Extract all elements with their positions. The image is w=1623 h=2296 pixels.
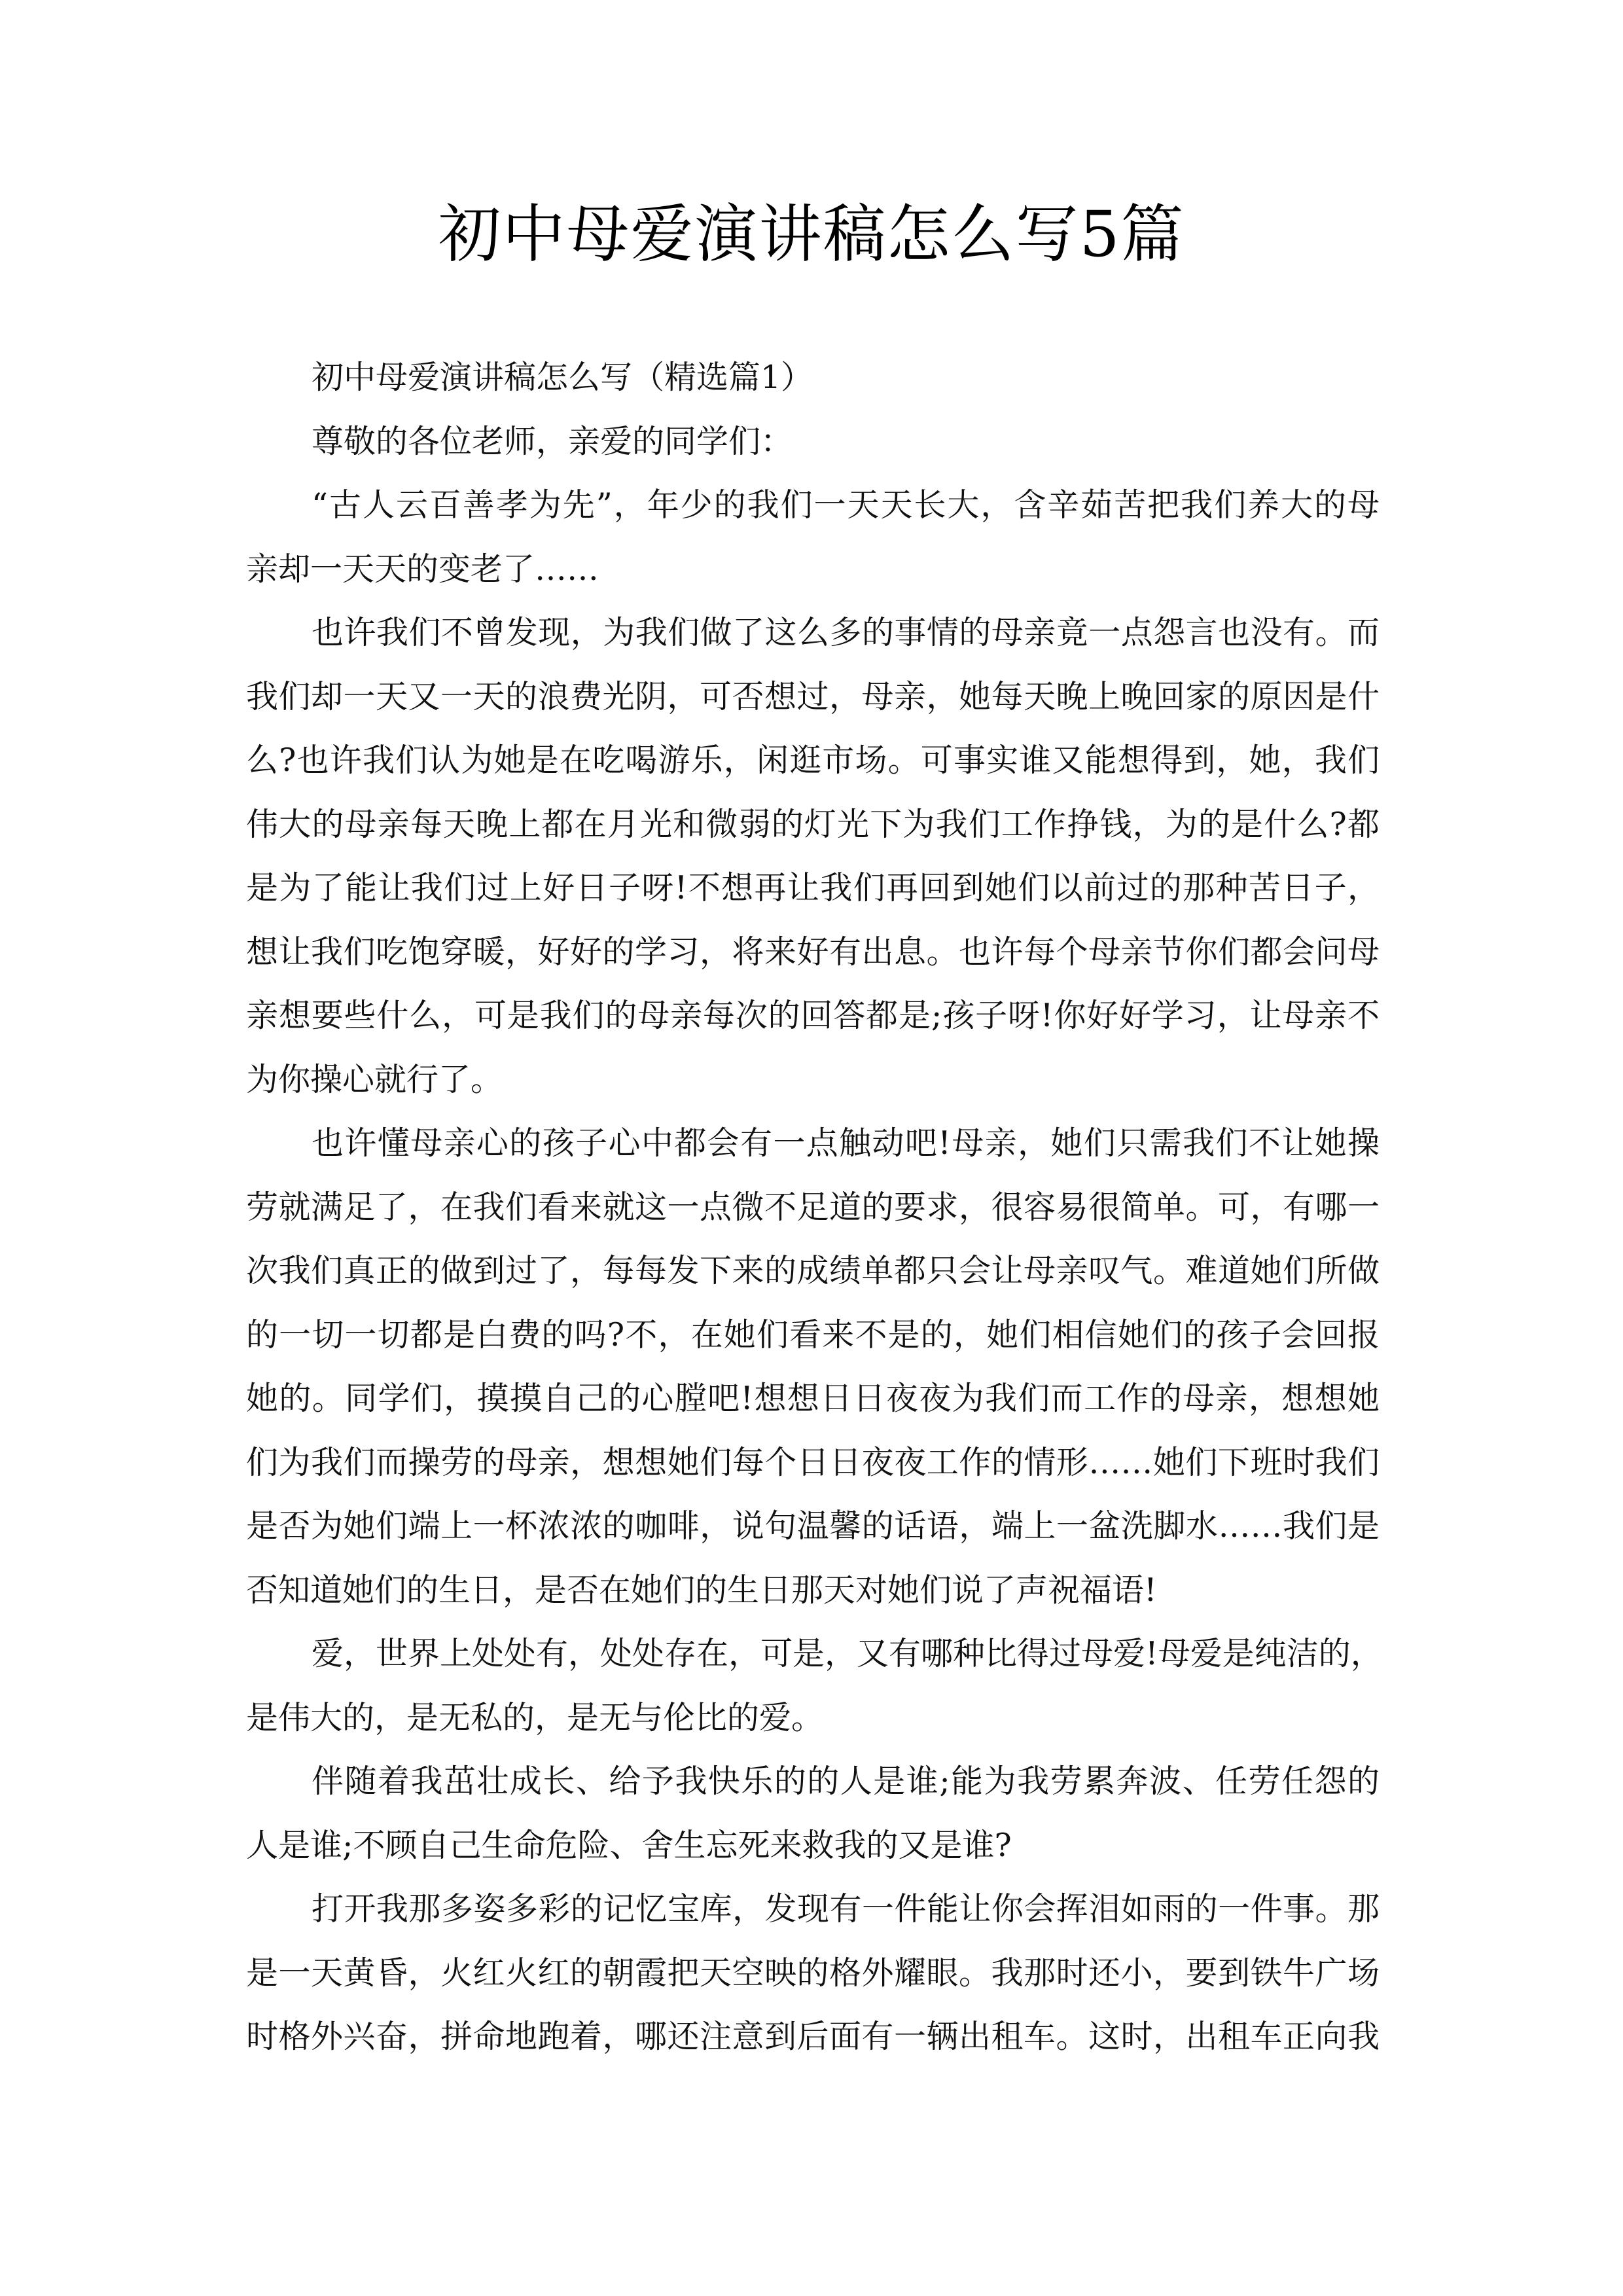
text-line: 尊敬的各位老师，亲爱的同学们： bbox=[312, 422, 793, 460]
text-line: 是否为她们端上一杯浓浓的咖啡，说句温馨的话语，端上一盆洗脚水……我们是 bbox=[246, 1507, 1380, 1545]
text-line: 也许我们不曾发现，为我们做了这么多的事情的母亲竟一点怨言也没有。而 bbox=[312, 614, 1380, 651]
text-line: 我们却一天又一天的浪费光阴，可否想过，母亲，她每天晚上晚回家的原因是什 bbox=[246, 677, 1380, 715]
document-title: 初中母爱演讲稿怎么写5篇 bbox=[438, 198, 1185, 271]
text-line: 打开我那多姿多彩的记忆宝库，发现有一件能让你会挥泪如雨的一件事。那 bbox=[312, 1890, 1380, 1928]
text-line: 否知道她们的生日，是否在她们的生日那天对她们说了声祝福语! bbox=[246, 1571, 1157, 1609]
document-body bbox=[246, 346, 1383, 2069]
text-line: 伟大的母亲每天晚上都在月光和微弱的灯光下为我们工作挣钱，为的是什么?都 bbox=[246, 805, 1380, 843]
text-line: 为你操心就行了。 bbox=[246, 1060, 503, 1098]
text-line: 时格外兴奋，拼命地跑着，哪还注意到后面有一辆出租车。这时，出租车正向我 bbox=[246, 2018, 1380, 2055]
text-line: 爱，世界上处处有，处处存在，可是，又有哪种比得过母爱!母爱是纯洁的， bbox=[312, 1635, 1383, 1672]
text-line: 想让我们吃饱穿暖，好好的学习，将来好有出息。也许每个母亲节你们都会问母 bbox=[246, 933, 1380, 971]
text-line: 是为了能让我们过上好日子呀!不想再让我们再回到她们以前过的那种苦日子， bbox=[246, 869, 1380, 906]
text-line: 是伟大的，是无私的，是无与伦比的爱。 bbox=[246, 1698, 824, 1736]
text-line: 是一天黄昏，火红火红的朝霞把天空映的格外耀眼。我那时还小，要到铁牛广场 bbox=[246, 1954, 1380, 1992]
text-line: 亲想要些什么，可是我们的母亲每次的回答都是;孩子呀!你好好学习，让母亲不 bbox=[246, 997, 1380, 1034]
text-line: 么?也许我们认为她是在吃喝游乐，闲逛市场。可事实谁又能想得到，她，我们 bbox=[246, 742, 1380, 779]
text-line: 她的。同学们，摸摸自己的心膛吧!想想日日夜夜为我们而工作的母亲，想想她 bbox=[246, 1380, 1380, 1417]
text-line: 亲却一天天的变老了…… bbox=[246, 550, 599, 588]
text-line: 们为我们而操劳的母亲，想想她们每个日日夜夜工作的情形……她们下班时我们 bbox=[246, 1443, 1380, 1481]
text-line: 次我们真正的做到过了，每每发下来的成绩单都只会让母亲叹气。难道她们所做 bbox=[246, 1252, 1380, 1289]
text-line: 伴随着我茁壮成长、给予我快乐的的人是谁;能为我劳累奔波、任劳任怨的 bbox=[312, 1763, 1380, 1800]
text-line: “古人云百善孝为先”，年少的我们一天天长大，含辛茹苦把我们养大的母 bbox=[312, 486, 1380, 524]
text-line: 也许懂母亲心的孩子心中都会有一点触动吧!母亲，她们只需我们不让她操 bbox=[312, 1124, 1380, 1162]
text-line: 的一切一切都是白费的吗?不，在她们看来不是的，她们相信她们的孩子会回报 bbox=[246, 1316, 1380, 1354]
text-line: 劳就满足了，在我们看来就这一点微不足道的要求，很容易很简单。可，有哪一 bbox=[246, 1188, 1380, 1226]
text-line: 初中母爱演讲稿怎么写（精选篇1） bbox=[312, 359, 813, 396]
text-line: 人是谁;不顾自己生命危险、舍生忘死来救我的又是谁? bbox=[246, 1826, 1012, 1864]
